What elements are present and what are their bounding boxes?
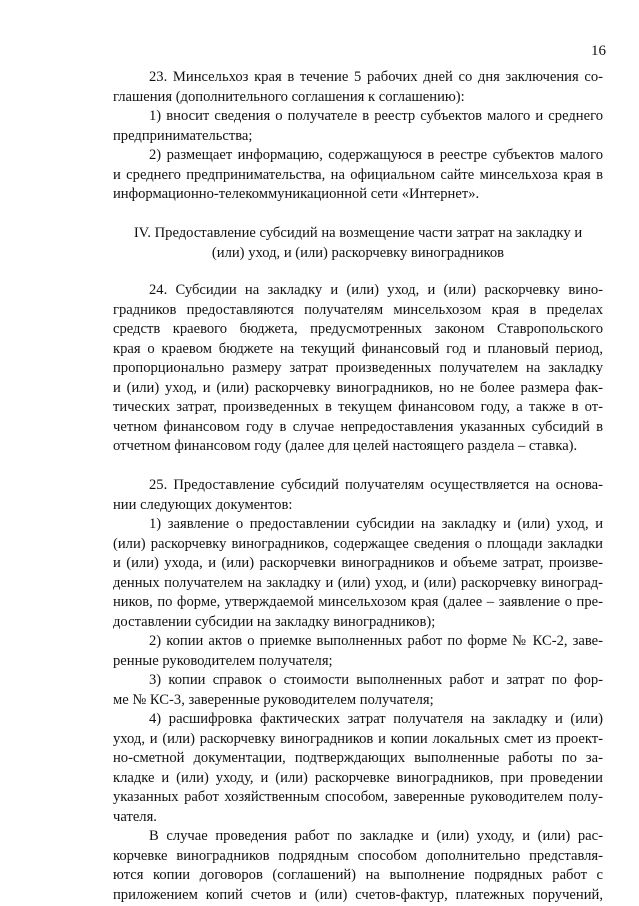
text-line: 23. Минсельхоз края в течение 5 рабочих дней со дня заключения со- (149, 69, 603, 85)
text-line: чателя. (113, 809, 157, 825)
text-line: (или) уход, и (или) раскорчевку виноградников (211, 245, 505, 261)
text-line: 1) заявление о предоставлении субсидии на закладку и (или) уход, и (149, 516, 603, 532)
text-line: средств краевого бюджета, предусмотренных законом Ставропольского (113, 321, 603, 337)
page-number: 16 (591, 43, 606, 59)
text-line: кладке и (или) уходу, и (или) раскорчевке виноградников, при проведении (113, 770, 603, 786)
text-line: денных получателем на закладку и (или) уход, и (или) раскорчевку виноград- (113, 575, 603, 591)
text-line: ме № КС-3, заверенные руководителем получателя; (113, 692, 434, 708)
text-line: отчетном финансовом году (далее для целей настоящего раздела – ставка). (113, 438, 578, 454)
text-line: 2) размещает информацию, содержащуюся в реестре субъектов малого (149, 147, 603, 163)
text-line: 3) копии справок о стоимости выполненных работ и затрат по фор- (149, 672, 603, 688)
text-line: и (или) ухода, и (или) раскорчевки виноградников и объеме затрат, произве- (113, 555, 603, 571)
text-line: В случае проведения работ по закладке и (или) уходу, и (или) рас- (149, 828, 603, 844)
text-line: 1) вносит сведения о получателе в реестр субъектов малого и среднего (149, 108, 603, 124)
text-line: IV. Предоставление субсидий на возмещение части затрат на закладку и (133, 225, 583, 241)
text-line: доставлении субсидии на закладку виноградников); (113, 614, 436, 630)
text-line: нии следующих документов: (113, 497, 293, 513)
text-line: градников предоставляются получателям минсельхозом края в пределах (113, 302, 603, 318)
text-line: четном финансовом году в случае непредоставления указанных субсидий в (113, 419, 603, 435)
text-line: 25. Предоставление субсидий получателям осуществляется на основа- (149, 477, 603, 493)
text-line: корчевке виноградников подрядным способом дополнительно представля- (113, 848, 603, 864)
text-line: предпринимательства; (113, 128, 253, 144)
text-line: тических затрат, произведенных в текущем финансовом году, а также в от- (113, 399, 603, 415)
text-line: 2) копии актов о приемке выполненных работ по форме № КС-2, заве- (149, 633, 603, 649)
text-line: указанных работ хозяйственным способом, заверенные руководителем полу- (113, 789, 603, 805)
text-line: ренные руководителем получателя; (113, 653, 333, 669)
text-line: ются копии договоров (соглашений) на выполнение подрядных работ с (113, 867, 603, 883)
text-line: приложением копий счетов и (или) счетов-фактур, платежных поручений, (113, 887, 603, 903)
text-line: и среднего предпринимательства, на официальном сайте минсельхоза края в (113, 167, 603, 183)
text-line: края о краевом бюджете на текущий финансовый год и плановый период, (113, 341, 603, 357)
text-line: (или) раскорчевку виноградников, содержащее сведения о площади закладки (113, 536, 603, 552)
text-line: но-сметной документации, подтверждающих выполненные работы по за- (113, 750, 603, 766)
text-line: информационно-телекоммуникационной сети «Интернет». (113, 186, 480, 202)
text-line: и (или) уход, и (или) раскорчевку виноградников, но не более размера фак- (113, 380, 603, 396)
text-line: 24. Субсидии на закладку и (или) уход, и (или) раскорчевку вино- (149, 282, 603, 298)
text-line: глашения (дополнительного соглашения к соглашению): (113, 89, 465, 105)
text-line: пропорционально размеру затрат произведенных получателем на закладку (113, 360, 603, 376)
text-line: уход, и (или) раскорчевку виноградников и копии локальных смет из проект- (113, 731, 603, 747)
text-line: 4) расшифровка фактических затрат получателя на закладку и (или) (149, 711, 603, 727)
text-line: ников, по форме, утверждаемой минсельхозом края (далее – заявление о пре- (113, 594, 603, 610)
